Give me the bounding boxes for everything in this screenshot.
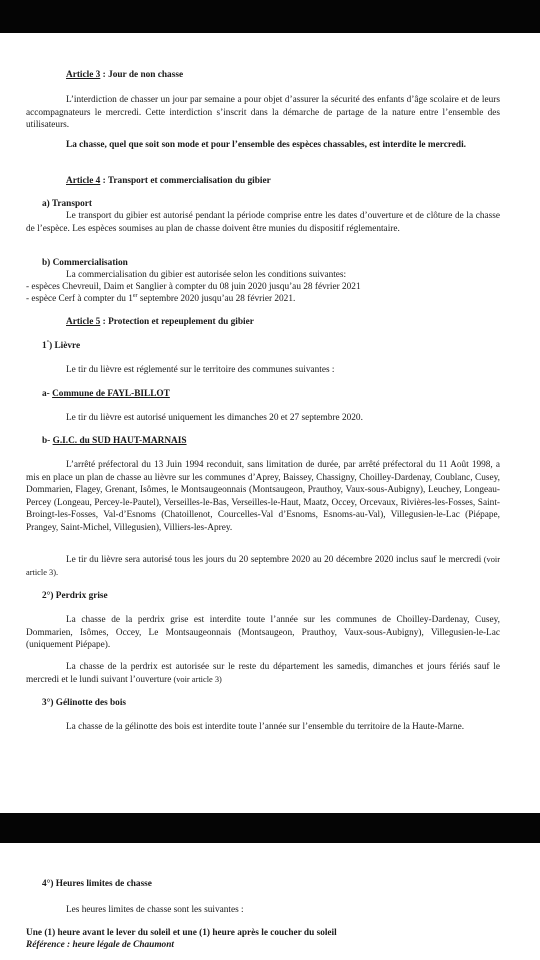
heures-intro: Les heures limites de chasse sont les suivantes :: [66, 905, 244, 915]
article-4-heading: [66, 175, 500, 188]
article-3-heading: [66, 69, 500, 82]
article-4-label: Article 4: [66, 176, 101, 186]
article-3-title: : Jour de non chasse: [100, 70, 184, 80]
gic-tir-paragraph: Le tir du lièvre sera autorisé tous les jours du 20 septembre 2020 au 20 décembre 2020 inclus sauf le mercredi (voir article 3).: [26, 555, 500, 577]
page-separator-bar: [0, 813, 540, 843]
article-5-title: : Protection et repeuplement du gibier: [100, 317, 254, 327]
fayl-billot-heading: a- Commune de FAYL-BILLOT: [42, 389, 170, 399]
lievre-intro: Le tir du lièvre est réglementé sur le territoire des communes suivantes :: [66, 365, 335, 375]
commercialisation-intro: La commercialisation du gibier est autorisée selon les conditions suivantes:: [66, 270, 347, 280]
commercialisation-item-2: - espèce Cerf à compter du 1er septembre 2020 jusqu’au 28 février 2021.: [26, 292, 296, 304]
article-3-label: Article 3: [66, 70, 101, 80]
gic-paragraph: L’arrêté préfectoral du 13 Juin 1994 reconduit, sans limitation de durée, par arrêté préfectoral du 11 Août 1998, a mis en place un plan de chasse au lièvre sur les communes d’Aprey, Baissey, Chassigny, Choilley-Dardenay, Coublanc, Cusey, Dommarien, Flagey, Grenant, Isômes, le Montsaugeonnais (Montsaugeon, Prauthoy, Vaux-sous-Aubigny), Leuchey, Longeau-Percey (Longeau, Percey-le-Pautel), Verseilles-le-Bas, Verseilles-le-Haut, Maatz, Occey, Orcevaux, Rivières-les-Fosses, Saint-Broingt-les-Fosses, Val-d’Esnoms (Chatoillenot, Courcelles-Val d’Esnoms, Esnoms-au-Val), Villegusien-le-Lac (Piépape, Prangey, Saint-Michel, Villegusien), Villiers-les-Aprey.: [26, 460, 500, 533]
heures-reference: Référence : heure légale de Chaumont: [26, 940, 174, 950]
perdrix-heading: 2°) Perdrix grise: [42, 591, 108, 601]
perdrix-paragraph-2: La chasse de la perdrix est autorisée sur le reste du département les samedis, dimanches et jours fériés sauf le mercredi et le lundi suivant l’ouverture (voir article 3): [26, 662, 500, 685]
commercialisation-item-1: - espèces Chevreuil, Daim et Sanglier à compter du 08 juin 2020 jusqu’au 28 février 2021: [26, 282, 361, 292]
gelinotte-paragraph: La chasse de la gélinotte des bois est interdite toute l’année sur l’ensemble du territoire de la Haute-Marne.: [66, 722, 465, 732]
lievre-heading: 1°) Lièvre: [42, 339, 81, 351]
fayl-billot-text: Le tir du lièvre est autorisé uniquement les dimanches 20 et 27 septembre 2020.: [66, 413, 363, 423]
article-3-paragraph-1: L’interdiction de chasser un jour par semaine a pour objet d’assurer la sécurité des enfants d’âge scolaire et de leurs accompagnateurs le mercredi. Cette interdiction s’inscrit dans la démarche de partage de la nature entre l’ensemble des utilisateurs.: [26, 95, 500, 130]
fayl-billot-name: Commune de FAYL-BILLOT: [52, 389, 170, 399]
commercialisation-heading: b) Commercialisation: [42, 258, 128, 268]
transport-paragraph: Le transport du gibier est autorisé pendant la période comprise entre les dates d’ouverture et de clôture de la chasse de l’espèce. Les espèces soumises au plan de chasse doivent être munies du dispositif réglementaire.: [26, 211, 500, 234]
transport-heading: a) Transport: [42, 199, 93, 209]
article-4-title: : Transport et commercialisation du gibier: [100, 176, 271, 186]
article-5-heading: [66, 316, 500, 329]
perdrix-paragraph-1: La chasse de la perdrix grise est interdite toute l’année sur les communes de Choilley-Dardenay, Cusey, Dommarien, Isômes, Occey, Le Montsaugeonnais (Montsaugeon, Prauthoy, Vaux-sous-Aubigny), Villegusien-le-Lac (uniquement Piépape).: [26, 615, 500, 650]
gelinotte-heading: 3°) Gélinotte des bois: [42, 698, 127, 708]
article-3-paragraph-2: La chasse, quel que soit son mode et pour l’ensemble des espèces chassables, est interdite le mercredi.: [66, 140, 466, 150]
top-black-bar: [0, 0, 540, 33]
gic-name: G.I.C. du SUD HAUT-MARNAIS: [52, 436, 187, 446]
gic-heading: b- G.I.C. du SUD HAUT-MARNAIS: [42, 436, 187, 446]
article-5-label: Article 5: [66, 317, 101, 327]
heures-heading: 4°) Heures limites de chasse: [42, 879, 152, 889]
heures-rule: Une (1) heure avant le lever du soleil et une (1) heure après le coucher du soleil: [26, 928, 337, 938]
